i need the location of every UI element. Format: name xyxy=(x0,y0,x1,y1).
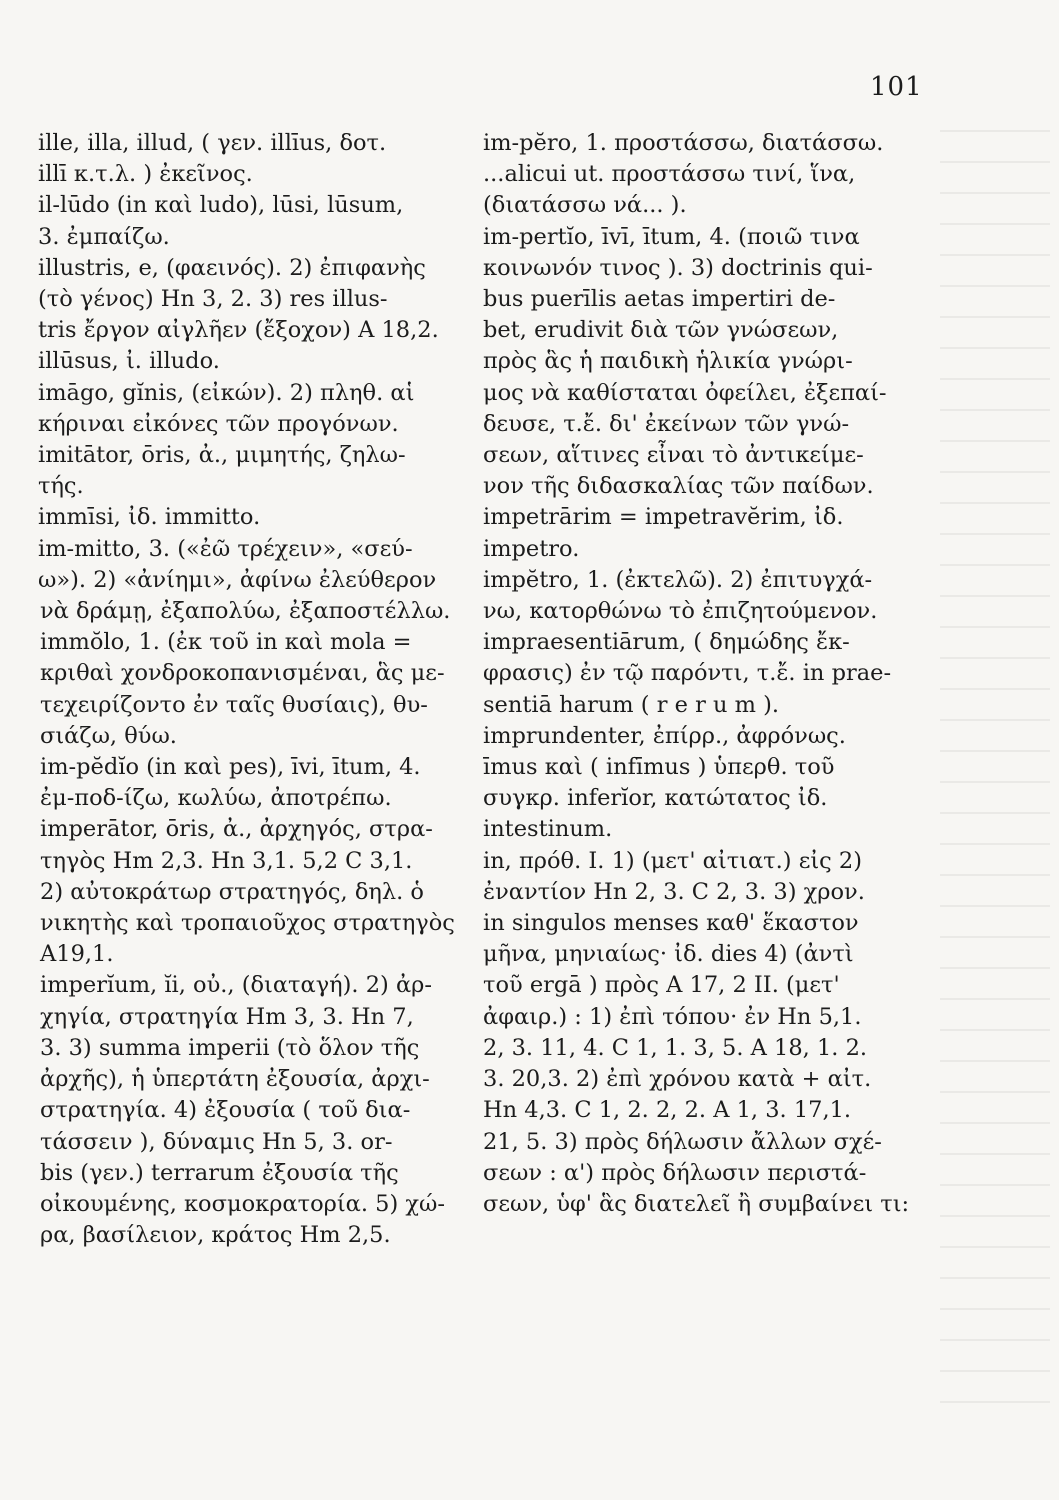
entry-line: συγκρ. inferĭor, κατώτατος ἰδ. xyxy=(483,785,828,812)
entry-line: κοινωνόν τινος ). 3) doctrinis qui- xyxy=(483,254,873,281)
entry-line: illūsus, ἰ. illudo. xyxy=(38,348,220,375)
entry-line: τηγὸς Hm 2,3. Hn 3,1. 5,2 C 3,1. xyxy=(40,847,413,874)
entry-line: Hn 4,3. C 1, 2. 2, 2. A 1, 3. 17,1. xyxy=(483,1097,852,1124)
entry-line: illī κ.τ.λ. ) ἐκεῖνος. xyxy=(38,161,253,188)
entry-line: il-lūdo (in καὶ ludo), lūsi, lūsum, xyxy=(38,192,404,219)
entry-line: impetrārim = impetravĕrim, ἰδ. xyxy=(483,504,844,531)
entry-line: (διατάσσω νά... ). xyxy=(483,192,687,219)
entry-line: intestinum. xyxy=(483,816,613,843)
entry-line: ἀρχῆς), ἡ ὑπερτάτη ἐξουσία, ἀρχι- xyxy=(40,1066,430,1093)
entry-line: im-pĕdĭo (in καὶ pes), īvi, ītum, 4. xyxy=(40,754,421,781)
entry-line: in, πρόθ. I. 1) (μετ' αἰτιατ.) εἰς 2) xyxy=(483,847,863,874)
entry-line: 2) αὐτοκράτωρ στρατηγός, δηλ. ὁ xyxy=(40,878,424,905)
entry-line: φρασις) ἐν τῷ παρόντι, τ.ἔ. in prae- xyxy=(483,660,892,687)
entry-line: illustris, e, (φαεινός). 2) ἐπιφανὴς xyxy=(38,254,426,281)
entry-line: impraesentiārum, ( δημώδης ἔκ- xyxy=(483,629,850,656)
entry-line: ille, illa, illud, ( γεν. illīus, δοτ. xyxy=(38,130,387,156)
entry-line: δευσε, τ.ἔ. δι' ἐκείνων τῶν γνώ- xyxy=(483,410,850,437)
entry-line: ἀφαιρ.) : 1) ἐπὶ τόπου· ἐν Hn 5,1. xyxy=(483,1003,862,1030)
entry-line: ἐμ-ποδ-ίζω, κωλύω, ἀποτρέπω. xyxy=(40,785,392,812)
entry-line: ἐναντίον Hn 2, 3. C 2, 3. 3) χρον. xyxy=(483,878,865,905)
entry-line: immīsi, ἰδ. immitto. xyxy=(38,504,261,531)
entry-line: imperātor, ōris, ἀ., ἀρχηγός, στρα- xyxy=(40,816,433,843)
entry-line: imitātor, ōris, ἀ., μιμητής, ζηλω- xyxy=(38,442,406,469)
entry-line: πρὸς ἃς ἡ παιδικὴ ἡλικία γνώρι- xyxy=(483,348,853,375)
entry-line: τάσσειν ), δύναμις Hn 5, 3. or- xyxy=(40,1128,393,1155)
entry-line: κήριναι εἰκόνες τῶν προγόνων. xyxy=(38,410,399,437)
ghost-text xyxy=(940,130,1050,1430)
entry-line: κριθαὶ χονδροκοπανισμέναι, ἃς με- xyxy=(40,660,445,687)
entry-line: σεων, αἵτινες εἶναι τὸ ἀντικείμε- xyxy=(483,442,864,469)
entry-line: immŏlo, 1. (ἐκ τοῦ in καὶ mola = xyxy=(40,629,412,656)
entry-line: ρα, βασίλειον, κράτος Hm 2,5. xyxy=(40,1222,391,1249)
entry-line: μῆνα, μηνιαίως· ἰδ. dies 4) (ἀντὶ xyxy=(483,941,854,968)
entry-line: (τὸ γένος) Hn 3, 2. 3) res illus- xyxy=(38,286,388,313)
entry-line: im-pĕro, 1. προστάσσω, διατάσσω. xyxy=(483,130,884,156)
entry-line: tris ἔργον αἰγλῆεν (ἔξοχον) A 18,2. xyxy=(38,317,439,344)
entry-line: 3. 3) summa imperii (τὸ ὅλον τῆς xyxy=(40,1034,420,1061)
entry-line: 2, 3. 11, 4. C 1, 1. 3, 5. A 18, 1. 2. xyxy=(483,1034,868,1061)
entry-line: σεων : α') πρὸς δήλωσιν περιστά- xyxy=(483,1159,867,1186)
entry-line: impĕtro, 1. (ἐκτελῶ). 2) ἐπιτυγχά- xyxy=(483,566,873,593)
entry-line: bet, erudivit διὰ τῶν γνώσεων, xyxy=(483,317,839,344)
entry-line: in singulos menses καθ' ἕκαστον xyxy=(483,910,859,937)
entry-line: σιάζω, θύω. xyxy=(40,722,177,749)
entry-line: τοῦ ergā ) πρὸς A 17, 2 II. (μετ' xyxy=(483,972,840,999)
entry-line: χηγία, στρατηγία Hm 3, 3. Hn 7, xyxy=(40,1003,414,1030)
entry-line: τεχειρίζοντο ἐν ταῖς θυσίαις), θυ- xyxy=(40,691,428,718)
entry-line: 3. 20,3. 2) ἐπὶ χρόνου κατὰ + αἰτ. xyxy=(483,1066,872,1093)
page-number: 101 xyxy=(870,72,923,102)
left-column xyxy=(38,128,488,1251)
entry-line: νω, κατορθώνω τὸ ἐπιζητούμενον. xyxy=(483,598,878,625)
entry-line: sentiā harum ( r e r u m ). xyxy=(483,691,780,718)
entry-line: impetro. xyxy=(483,535,580,562)
entry-line: bus puerīlis aetas impertiri de- xyxy=(483,286,836,313)
entry-line: σεων, ὑφ' ἃς διατελεῖ ἢ συμβαίνει τι: xyxy=(483,1190,910,1217)
entry-line: οἰκουμένης, κοσμοκρατορία. 5) χώ- xyxy=(40,1190,445,1217)
entry-line: ...alicui ut. προστάσσω τινί, ἵνα, xyxy=(483,161,856,188)
entry-line: νον τῆς διδασκαλίας τῶν παίδων. xyxy=(483,473,874,500)
entry-line: imprundenter, ἐπίρρ., ἀφρόνως. xyxy=(483,722,846,749)
entry-line: μος νὰ καθίσταται ὀφείλει, ἐξεπαί- xyxy=(483,379,887,406)
entry-line: τής. xyxy=(38,473,84,500)
entry-line: νὰ δράμῃ, ἐξαπολύω, ἐξαποστέλλω. xyxy=(40,598,451,625)
entry-line: im-pertĭo, īvī, ītum, 4. (ποιῶ τινα xyxy=(483,223,860,250)
entry-line: στρατηγία. 4) ἐξουσία ( τοῦ δια- xyxy=(40,1097,411,1124)
entry-line: ω»). 2) «ἀνίημι», ἀφίνω ἐλεύθερον xyxy=(38,566,437,593)
entry-line: νικητὴς καὶ τροπαιοῦχος στρατηγὸς xyxy=(40,910,455,937)
entry-line: im-mitto, 3. («ἐῶ τρέχειν», «σεύ- xyxy=(38,535,413,562)
entry-line: imāgo, gĭnis, (εἰκών). 2) πληθ. αἱ xyxy=(38,379,415,406)
right-column xyxy=(483,128,923,1220)
entry-line: 21, 5. 3) πρὸς δήλωσιν ἄλλων σχέ- xyxy=(483,1128,882,1155)
entry-line: 3. ἐμπαίζω. xyxy=(38,223,170,250)
entry-line: imperĭum, ĭi, οὐ., (διαταγή). 2) ἀρ- xyxy=(40,972,432,999)
entry-line: bis (γεν.) terrarum ἐξουσία τῆς xyxy=(40,1159,399,1186)
entry-line: A19,1. xyxy=(40,941,114,968)
entry-line: īmus καὶ ( infīmus ) ὑπερθ. τοῦ xyxy=(483,754,835,781)
